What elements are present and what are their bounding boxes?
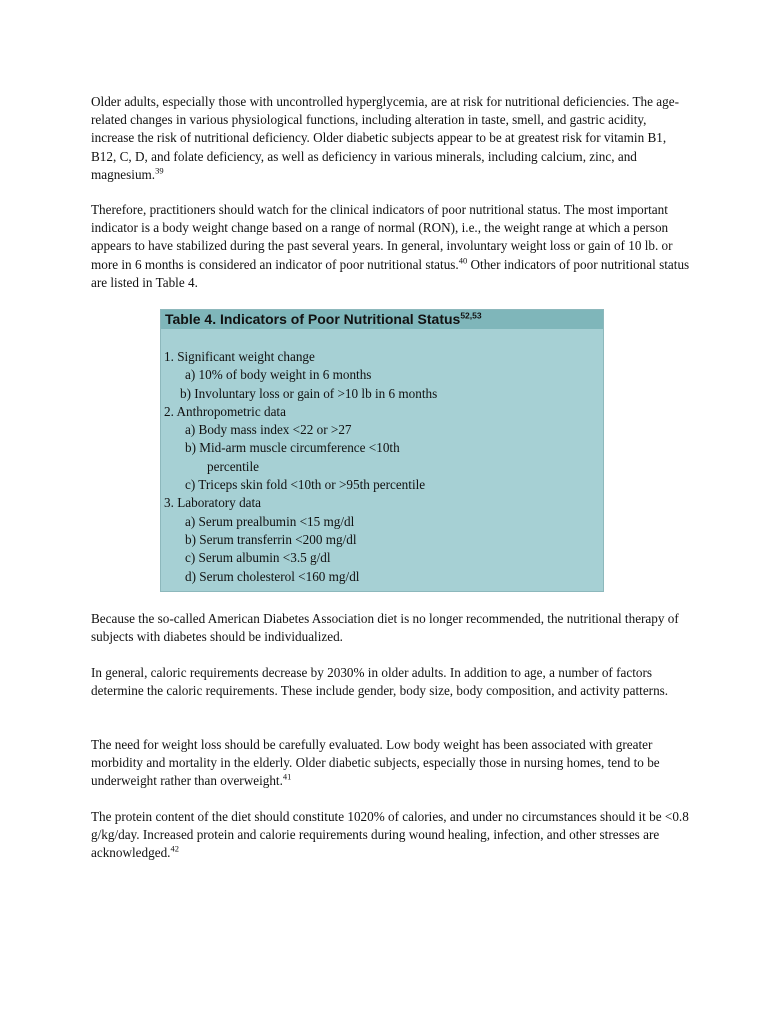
table-item: b) Involuntary loss or gain of >10 lb in 6 months <box>180 385 438 401</box>
table-item: percentile <box>207 458 259 474</box>
citation-ref: 41 <box>282 772 292 783</box>
table-body <box>161 329 603 586</box>
table-item: a) Body mass index <22 or >27 <box>185 422 352 438</box>
paragraph-text: In general, caloric requirements decrease by 2030% in older adults. In addition to age, a number of factors determine the caloric requirements. These include gender, body size, body composition, and activity patterns. <box>91 665 669 699</box>
paragraph-clinical-indicators <box>91 201 691 292</box>
table-item: b) Mid-arm muscle circumference <10th <box>185 440 400 456</box>
paragraph-weight-loss <box>91 736 691 791</box>
citation-ref: 39 <box>155 165 164 176</box>
indicators-table <box>160 309 604 592</box>
table-item: c) Triceps skin fold <10th or >95th percentile <box>185 477 426 493</box>
citation-ref: 42 <box>170 844 179 855</box>
table-title-text: Table 4. Indicators of Poor Nutritional Status <box>165 311 461 327</box>
table-title <box>161 310 603 329</box>
paragraph-text: Older adults, especially those with uncontrolled hyperglycemia, are at risk for nutritional deficiencies. The age-related changes in various physiological functions, including alteration in taste, smell, and gastric acidity, increase the risk of nutritional deficiency. Older diabetic subjects appear to be at greatest risk for vitamin B1, B12, C, D, and folate deficiency, as well as deficiency in various minerals, including calcium, zinc, and magnesium. <box>91 94 679 182</box>
table-item: 2. Anthropometric data <box>164 403 286 419</box>
table-item: 3. Laboratory data <box>164 495 262 511</box>
paragraph-text-continued: Other indicators of poor nutritional status are listed in Table 4. <box>91 256 690 290</box>
table-item: a) Serum prealbumin <15 mg/dl <box>185 513 355 529</box>
table-item: 1. Significant weight change <box>164 349 315 364</box>
paragraph-text: The need for weight loss should be carefully evaluated. Low body weight has been associated with greater morbidity and mortality in the elderly. Older diabetic subjects, especially those in nursing homes, tend to be underweight rather than overweight. <box>91 737 660 789</box>
table-item: a) 10% of body weight in 6 months <box>185 367 372 383</box>
paragraph-text: Therefore, practitioners should watch for the clinical indicators of poor nutritional status. The most important indicator is a body weight change based on a range of normal (RON), i.e., the weight range at which a person appears to have stabilized during the past several years. In general, involuntary weight loss or gain of 10 lb. or more in 6 months is considered an indicator of poor nutritional status. <box>91 202 673 272</box>
paragraph-nutritional-deficiencies <box>91 93 691 184</box>
paragraph-text: Because the so-called American Diabetes Association diet is no longer recommended, the nutritional therapy of subjects with diabetes should be individualized. <box>91 611 679 645</box>
paragraph-text: The protein content of the diet should constitute 1020% of calories, and under no circumstances should it be <0.8 g/kg/day. Increased protein and calorie requirements during wound healing, infection, and other stresses are acknowledged. <box>91 809 689 861</box>
paragraph-protein-content <box>91 808 691 863</box>
table-item: d) Serum cholesterol <160 mg/dl <box>185 568 360 584</box>
table-item: c) Serum albumin <3.5 g/dl <box>185 550 331 566</box>
paragraph-ada-diet <box>91 610 691 646</box>
paragraph-caloric-requirements <box>91 664 691 700</box>
table-title-ref: 52,53 <box>460 310 482 321</box>
citation-ref: 40 <box>458 255 468 266</box>
table-item: b) Serum transferrin <200 mg/dl <box>185 531 357 547</box>
